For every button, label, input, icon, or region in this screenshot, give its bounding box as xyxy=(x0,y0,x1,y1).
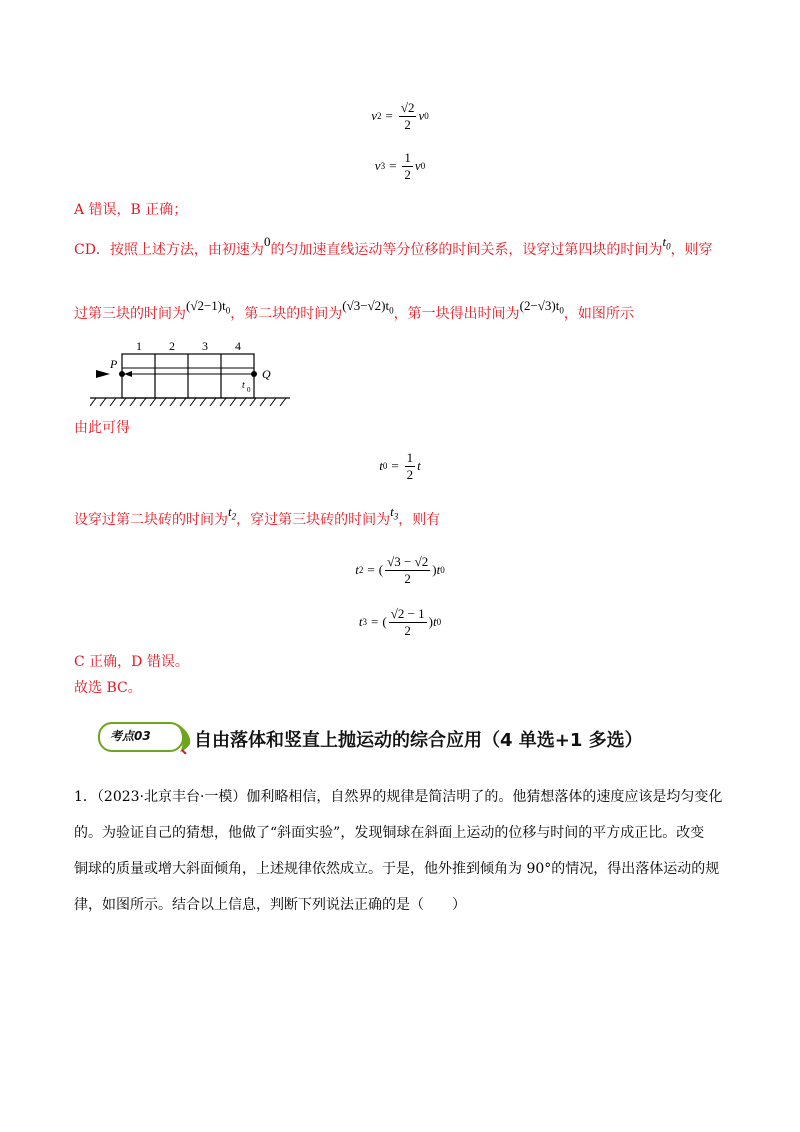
bullet-arrow-icon xyxy=(96,370,110,378)
t23-t2: t xyxy=(228,504,232,519)
paragraph-cd-line1 xyxy=(74,234,713,265)
eq-t3-rhs-sub: 0 xyxy=(436,617,442,627)
question-1-line-1: 1．（2023·北京丰台·一模）伽利略相信，自然界的规律是简洁明了的。他猜想落体的速度应该是均匀变化 xyxy=(74,789,723,805)
eq-t0-lhs: t xyxy=(379,458,383,473)
brick-label-4: 4 xyxy=(235,339,241,353)
t23-text-2: ，穿过第三块砖的时间为 xyxy=(236,512,391,528)
eq-v3-rhs: v xyxy=(414,158,421,173)
ground-hatching xyxy=(90,398,286,406)
label-p: P xyxy=(110,357,118,371)
paragraph-cd-line2 xyxy=(74,298,634,329)
eq-v2-rhs: v xyxy=(418,108,425,123)
t23-t3: t xyxy=(390,504,394,519)
cd2-text-2: ，第二块的时间为 xyxy=(230,306,343,322)
badge-leaf-icon xyxy=(176,722,194,754)
cd2-expr-2-sub: 0 xyxy=(389,305,394,316)
cd-text-2: 的匀加速直线运动等分位移的时间关系，设穿过第四块的时间为 xyxy=(270,242,663,258)
eq-t0-den: 2 xyxy=(406,466,414,482)
eq-v3-num: 1 xyxy=(404,149,411,165)
equation-t3: t 3 = ( $\frac{√2 - 1}{2}$ ) t 0 xyxy=(358,605,442,638)
eq-t2-rhs-sub: 0 xyxy=(440,565,445,575)
brick-label-1: 1 xyxy=(136,339,142,353)
eq-v3-rhs-sub: 0 xyxy=(420,161,426,171)
cd2-text-3: ，第一块得出时间为 xyxy=(393,306,520,322)
paragraph-cd-result: C 正确，D 错误。 xyxy=(74,654,189,670)
eq-t3-lhs: t xyxy=(358,614,363,629)
question-1-line-3: 铜球的质量或增大斜面倾角，上述规律依然成立。于是，他外推到倾角为 90°的情况，得出落体运动的规 xyxy=(74,861,720,877)
eq-t2-den: 2 xyxy=(404,570,411,586)
eq-t2-rhs: t xyxy=(436,562,441,577)
reverse-path-arrowhead xyxy=(124,371,132,377)
cd2-text-1: 过第三块的时间为 xyxy=(74,306,186,322)
eq-v3-lhs: v xyxy=(374,158,381,173)
eq-t0-rhs: t xyxy=(417,458,421,473)
cd-text-3: ，则穿 xyxy=(670,242,713,258)
eq-t3-num: √2 − 1 xyxy=(390,605,425,621)
eq-v2-lhs: v xyxy=(371,108,377,123)
t23-text-3: ，则有 xyxy=(398,512,441,528)
section-badge-label: 考点03 xyxy=(110,729,151,743)
t23-text-1: 设穿过第二块砖的时间为 xyxy=(74,512,228,528)
eq-v2-den: 2 xyxy=(404,116,411,132)
label-q: Q xyxy=(262,367,271,381)
cd-zero: 0 xyxy=(263,234,271,249)
eq-t3-rhs: t xyxy=(433,614,437,629)
t23-t2-sub: 2 xyxy=(231,511,237,522)
eq-t0-lhs-sub: 0 xyxy=(382,461,388,471)
cd-t0: t xyxy=(662,234,667,249)
equation-t2: t 2 = ( $\frac{√3 - √2}{2}$ ) t 0 xyxy=(355,553,445,586)
eq-t0-num: 1 xyxy=(406,449,414,465)
paragraph-t23 xyxy=(74,504,441,535)
paragraph-result: 由此可得 xyxy=(74,420,130,436)
cd2-text-4: ，如图所示 xyxy=(563,306,634,322)
eq-t2-num: √3 − √2 xyxy=(387,553,429,569)
eq-v2-lhs-sub: 2 xyxy=(377,111,382,121)
point-q xyxy=(251,371,257,377)
eq-v3-lhs-sub: 3 xyxy=(380,161,386,171)
eq-t3-fraction xyxy=(389,606,427,639)
brick-label-2: 2 xyxy=(169,339,175,353)
eq-v2-num: √2 xyxy=(400,99,415,115)
cd-text-1: CD．按照上述方法，由初速为 xyxy=(74,242,264,258)
equation-v3: v 3 = $\frac{1}{2}$ v 0 xyxy=(374,149,426,182)
eq-t3-lhs-sub: 3 xyxy=(362,617,367,627)
eq-v3-den: 2 xyxy=(404,166,411,182)
eq-v2-rhs-sub: 0 xyxy=(424,111,429,121)
cd2-expr-2: (√3−√2)t xyxy=(342,298,390,313)
cd2-expr-3-sub: 0 xyxy=(559,305,564,316)
equation-v2: v 2 = $\frac{√2}{2}$ v 0 xyxy=(371,99,429,132)
point-p xyxy=(119,371,125,377)
equation-t0: t 0 = $\frac{1}{2}$ t xyxy=(379,449,421,482)
brick-label-3: 3 xyxy=(202,339,208,353)
paragraph-answer: 故选 BC。 xyxy=(74,680,142,696)
eq-t2-fraction xyxy=(385,554,430,587)
eq-t0-fraction xyxy=(405,450,416,483)
cd2-expr-3: (2−√3)t xyxy=(519,298,560,313)
t23-t3-sub: 3 xyxy=(393,511,399,522)
question-1-line-4: 律，如图所示。结合以上信息，判断下列说法正确的是（ ） xyxy=(74,897,466,913)
cd2-expr-1-sub: 0 xyxy=(225,305,231,316)
bricks-diagram xyxy=(90,338,290,410)
bricks-figure xyxy=(90,338,290,410)
eq-t2-lhs-sub: 2 xyxy=(358,565,364,575)
cd2-expr-1: (√2−1)t xyxy=(186,298,226,313)
cd-t0-sub: 0 xyxy=(666,241,671,252)
eq-t2-lhs: t xyxy=(355,562,359,577)
label-t0: t xyxy=(242,380,245,391)
question-1-line-2: 的。为验证自己的猜想，他做了“斜面实验”，发现铜球在斜面上运动的位移与时间的平方成正比。改变 xyxy=(74,825,705,841)
eq-v2-fraction xyxy=(399,100,417,133)
eq-t3-den: 2 xyxy=(404,622,411,638)
eq-v3-fraction xyxy=(402,150,413,183)
section-title: 自由落体和竖直上抛运动的综合应用（4 单选+1 多选） xyxy=(194,730,643,751)
paragraph-ab: A 错误，B 正确； xyxy=(74,202,188,218)
label-t0-sub: 0 xyxy=(247,386,251,394)
section-heading xyxy=(98,718,738,758)
